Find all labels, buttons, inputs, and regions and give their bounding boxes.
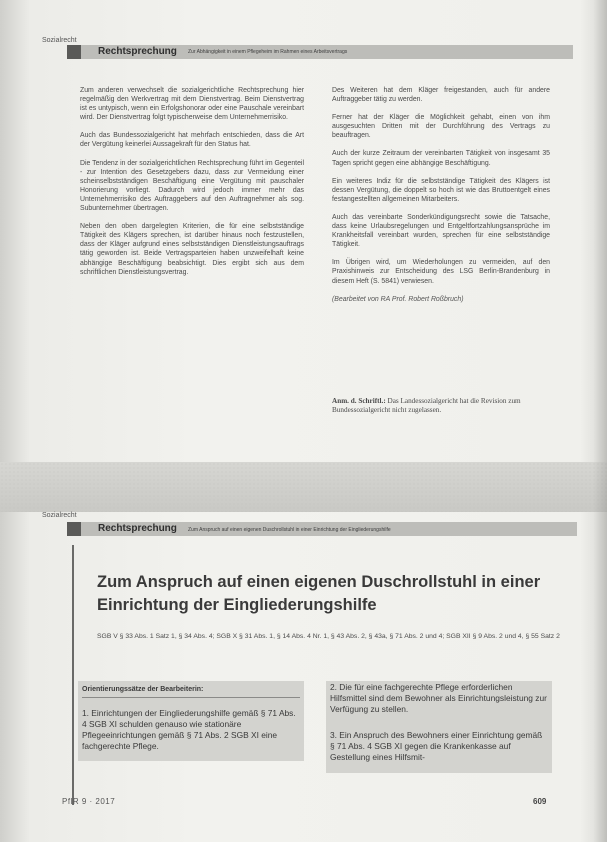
box-divider [82, 697, 300, 698]
header-square-top [67, 45, 81, 59]
page-break-texture [0, 462, 607, 512]
header-square-bottom [67, 522, 81, 536]
legal-references: SGB V § 33 Abs. 1 Satz 1, § 34 Abs. 4; SGB X § 31 Abs. 1, § 14 Abs. 4 Nr. 1, § 43 Abs. 2, § 43a, § 71 Abs. 2 und 4; SGB XII § 9 Abs. 2 und 4, § 55 Satz 2 [97, 633, 560, 640]
editor-note: (Bearbeitet von RA Prof. Robert Roßbruch) [332, 295, 464, 303]
section-label-bottom: Sozialrecht [42, 512, 77, 519]
scan-shadow [593, 0, 607, 842]
orientation-point: 2. Die für eine fachgerechte Pflege erforderlichen Hilfsmittel sind dem Bewohner als Einrichtungsleistung zur Verfügung zu stellen. [330, 682, 547, 714]
right-paragraph: Auch der kurze Zeitraum der vereinbarten Tätigkeit von insgesamt 35 Tagen spricht gegen eine abhängige Beschäftigung. [332, 150, 550, 167]
right-paragraph: Ferner hat der Kläger die Möglichkeit gehabt, einen von ihm ausgesuchten Dritten mit der Durchführung des Vertrags zu beauftragen. [332, 114, 550, 140]
right-paragraph: Ein weiteres Indiz für die selbstständige Tätigkeit des Klägers ist dessen Vergütung, die doppelt so hoch ist wie das Bruttoentgelt eines festangestellten allgemeinen Mitarbeiters. [332, 177, 550, 203]
header-title-bottom: Rechtsprechung [98, 523, 177, 534]
annotation-text: Das Landessozialgericht hat die Revision zum Bundessozialgericht nicht zugelassen. [332, 397, 521, 414]
orientation-point: 3. Ein Anspruch des Bewohners einer Einrichtung gemäß § 71 Abs. 4 SGB XI gegen die Krankenkasse auf Gestellung eines Hilfsmit- [330, 730, 543, 762]
left-paragraph: Zum anderen verwechselt die sozialgerichtliche Rechtsprechung hier regelmäßig den Werkvertrag mit dem Dienstvertrag. Beim Dienstvertrag ist es untypisch, wenn ein Erfolgshonorar oder eine Pauschale vereinbart wird. Der Dienstvertrag folgt typischerweise dem Unternehmerrisiko. [80, 87, 304, 122]
left-rule [72, 545, 74, 805]
article-title-line: Zum Anspruch auf einen eigenen Duschrollstuhl in einer [97, 573, 541, 591]
left-column [80, 86, 304, 286]
article-title-line: Einrichtung der Eingliederungshilfe [97, 596, 377, 614]
footer-journal: PflR 9 · 2017 [62, 797, 116, 806]
left-paragraph: Neben den oben dargelegten Kriterien, die für eine selbstständige Tätigkeit des Klägers sprechen, ist darüber hinaus noch festzustellen, dass der Kläger aufgrund eines selbstständigen Dienstleistungsauftrags tätig geworden ist. Beide Vertragsparteien haben unzweifelhaft keine abhängige Beschäftigung beabsichtigt. Dies ergibt sich aus dem schriftlichen Dienstleistungsvertrag. [80, 223, 304, 276]
right-paragraph: Auch das vereinbarte Sonderkündigungsrecht sowie die Tatsache, dass keine Urlaubsregelungen und Entgeltfortzahlungsansprüche im Krankheitsfall vereinbart wurden, sprechen für eine selbstständige Tätigkeit. [332, 213, 550, 249]
right-column [332, 86, 550, 313]
left-paragraph: Auch das Bundessozialgericht hat mehrfach entschieden, dass die Art der Vergütung keinerlei Aussagekraft für den Status hat. [80, 132, 304, 149]
orientation-point: 1. Einrichtungen der Eingliederungshilfe gemäß § 71 Abs. 4 SGB XI schulden genauso wie stationäre Pflegeeinrichtungen gemäß § 71 Abs. 2 SGB XI eine fachgerechte Pflege. [82, 708, 296, 751]
header-title-top: Rechtsprechung [98, 46, 177, 57]
footer-page-number: 609 [533, 797, 547, 806]
annotation-label: Anm. d. Schriftl.: [332, 397, 386, 405]
right-paragraph: Des Weiteren hat dem Kläger freigestanden, auch für andere Auftraggeber tätig zu werden. [332, 87, 550, 104]
left-paragraph: Die Tendenz in der sozialgerichtlichen Rechtsprechung führt im Gegenteil - zur Intention des Gesetzgebers dazu, dass zur Vermeidung einer scheinselbstständigen Beschäftigung eine Vergütung mit pauschaler Honorierung vorliegt. Dadurch wird jedoch immer mehr das Unternehmerrisiko des Auftraggebers auf den Auftragnehmer als sog. Subunternehmer übertragen. [80, 159, 304, 213]
annotation [332, 397, 550, 415]
section-label-top: Sozialrecht [42, 37, 77, 44]
header-subtitle-bottom: Zum Anspruch auf einen eigenen Duschrollstuhl in einer Einrichtung der Eingliederungshilfe [188, 527, 391, 533]
orientation-box-heading: Orientierungssätze der Bearbeiterin: [82, 686, 204, 693]
article-title [97, 571, 567, 617]
right-paragraph: Im Übrigen wird, um Wiederholungen zu vermeiden, auf den Praxishinweis zur Entscheidung des LSG Berlin-Brandenburg in diesem Heft (S. 5841) verwiesen. [332, 259, 550, 285]
header-subtitle-top: Zur Abhängigkeit in einem Pflegeheim im Rahmen eines Arbeitsvertrags [188, 49, 348, 55]
